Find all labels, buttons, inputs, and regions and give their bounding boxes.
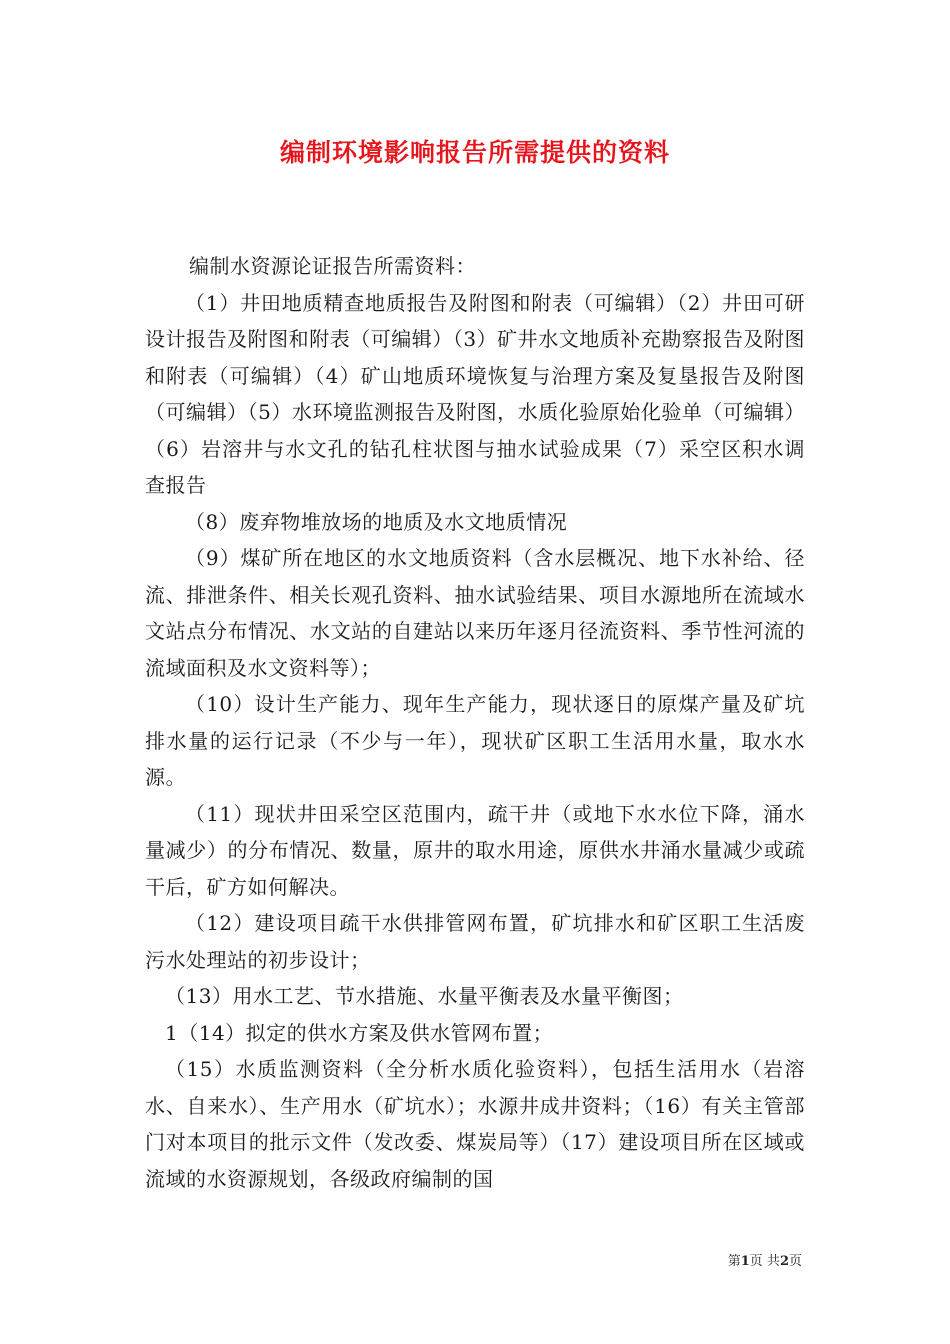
- footer-prefix: 第: [727, 1254, 741, 1269]
- paragraph-4: （10）设计生产能力、现年生产能力，现状逐日的原煤产量及矿坑排水量的运行记录（不少与一年），现状矿区职工生活用水量，取水水源。: [145, 692, 805, 789]
- paragraph-5: （11）现状井田采空区范围内，疏干井（或地下水水位下降，涌水量减少）的分布情况、数量，原井的取水用途，原供水井涌水量减少或疏干后，矿方如何解决。: [145, 801, 805, 899]
- footer-current-page: 1: [740, 1254, 750, 1269]
- paragraph-6: （12）建设项目疏干水供排管网布置，矿坑排水和矿区职工生活废污水处理站的初步设计；: [145, 911, 805, 972]
- paragraph-1: （1）井田地质精查地质报告及附图和附表（可编辑）（2）井田可研设计报告及附图和附表（可编辑）（3）矿井水文地质补充勘察报告及附图和附表（可编辑）（4）矿山地质环境恢复与治理方案及复垦报告及附图（可编辑）（5）水环境监测报告及附图，水质化验原始化验单（可编辑）（6）岩溶井与水文孔的钻孔柱状图与抽水试验成果（7）采空区积水调查报告: [145, 290, 805, 497]
- paragraph-9: （15）水质监测资料（全分析水质化验资料），包括生活用水（岩溶水、自来水）、生产用水（矿坑水）；水源井成井资料；（16）有关主管部门对本项目的批示文件（发改委、煤炭局等）（17）建设项目所在区域或流域的水资源规划，各级政府编制的国: [145, 1057, 805, 1191]
- footer-middle: 页 共: [749, 1254, 780, 1269]
- footer-total-pages: 2: [779, 1254, 789, 1269]
- paragraph-7: （13）用水工艺、节水措施、水量平衡表及水量平衡图；: [165, 984, 684, 1008]
- footer-suffix: 页: [788, 1254, 802, 1269]
- intro-paragraph: 编制水资源论证报告所需资料：: [189, 254, 476, 278]
- document-body: [145, 248, 805, 1197]
- page-number-footer: [728, 1250, 802, 1269]
- paragraph-8: 1（14）拟定的供水方案及供水管网布置；: [165, 1020, 554, 1045]
- paragraph-3: （9）煤矿所在地区的水文地质资料（含水层概况、地下水补给、径流、排泄条件、相关长观孔资料、抽水试验结果、项目水源地所在流域水文站点分布情况、水文站的自建站以来历年逐月径流资料、季节性河流的流域面积及水文资料等）；: [145, 546, 805, 680]
- paragraph-2: （8）废弃物堆放场的地质及水文地质情况: [185, 509, 568, 534]
- document-title: 编制环境影响报告所需提供的资料: [279, 138, 670, 167]
